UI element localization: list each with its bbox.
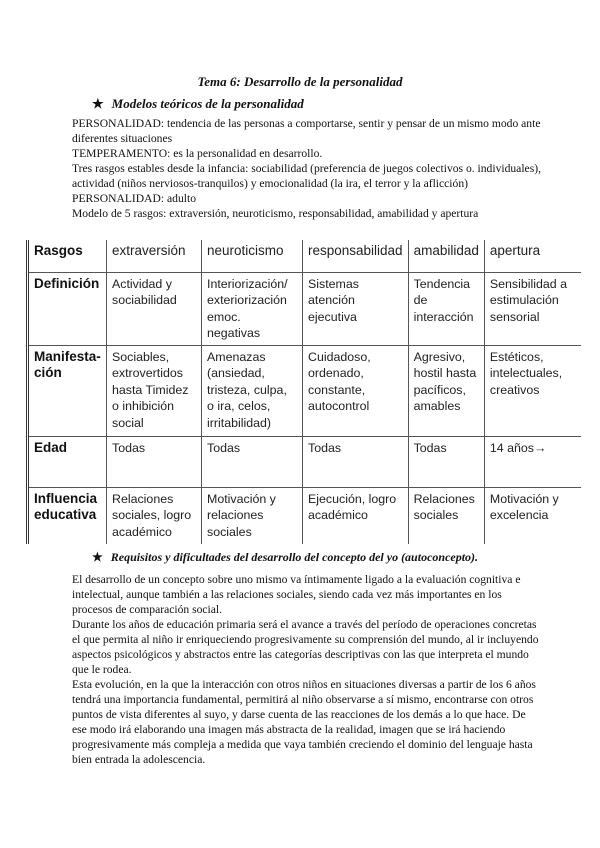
table-cell: Todas	[202, 436, 303, 487]
table-cell: Relaciones sociales	[408, 487, 484, 544]
table-cell: apertura	[484, 240, 581, 272]
table-cell: responsabilidad	[303, 240, 409, 272]
table-cell: Estéticos, intelectuales, creativos	[484, 345, 581, 436]
row-header-cell: Influencia educativa	[28, 487, 107, 544]
table-cell: Todas	[107, 436, 202, 487]
table-header-row	[28, 240, 582, 272]
table-cell: Motivación y relaciones sociales	[202, 487, 303, 544]
table-cell: 14 años→	[484, 436, 581, 487]
table-cell: Sistemas atención ejecutiva	[303, 272, 409, 345]
paragraph: PERSONALIDAD: tendencia de las personas a comportarse, sentir y pensar de un mismo modo ante diferentes situaciones	[72, 117, 541, 145]
table-cell: Ejecución, logro académico	[303, 487, 409, 544]
table-cell: Todas	[408, 436, 484, 487]
table-row	[28, 487, 582, 544]
paragraph: Durante los años de educación primaria será el avance a través del período de operaciones concretas el que permita al niño ir enriqueciendo progresivamente su comprensión del mundo, al ir incluyendo aspectos psicológicos y abstractos entre las categorías descriptivas con las que interpreta el mundo que le rodea.	[72, 618, 539, 676]
table-cell: Agresivo, hostil hasta pacíficos, amables	[408, 345, 484, 436]
section-heading-autoconcept	[92, 550, 478, 565]
table-cell: Sensibilidad a estimulación sensorial	[484, 272, 581, 345]
table-cell: Motivación y excelencia	[484, 487, 581, 544]
table-cell: Tendencia de interacción	[408, 272, 484, 345]
section1-body	[72, 116, 542, 221]
table-row	[28, 272, 582, 345]
traits-table	[26, 240, 581, 544]
table-cell: Todas	[303, 436, 409, 487]
heading-text: Requisitos y dificultades del desarrollo del concepto del yo (autoconcepto).	[110, 550, 479, 564]
star-icon: ★	[92, 96, 104, 111]
table-row	[28, 345, 582, 436]
paragraph: El desarrollo de un concepto sobre uno mismo va íntimamente ligado a la evaluación cognitiva e intelectual, aunque también a las relaciones sociales, siendo cada vez más importantes en los procesos de comparación social.	[72, 573, 521, 616]
table-cell: Amenazas (ansiedad, tristeza, culpa, o ira, celos, irritabilidad)	[202, 345, 303, 436]
heading-text: Modelos teóricos de la personalidad	[111, 96, 304, 111]
row-header-cell: Manifesta-ción	[28, 345, 107, 436]
table-row	[28, 436, 582, 487]
table-cell: Sociables, extrovertidos hasta Timidez o inhibición social	[107, 345, 202, 436]
paragraph: PERSONALIDAD: adulto	[72, 192, 196, 205]
star-icon: ★	[92, 550, 103, 564]
table-cell: Actividad y sociabilidad	[107, 272, 202, 345]
table-cell: Relaciones sociales, logro académico	[107, 487, 202, 544]
table-cell: Interiorización/ exteriorización emoc. negativas	[202, 272, 303, 345]
paragraph: TEMPERAMENTO: es la personalidad en desarrollo.	[72, 147, 323, 160]
paragraph: Esta evolución, en la que la interacción con otros niños en situaciones diversas a partir de los 6 años tendrá una importancia fundamental, permitirá al niño observarse a sí mismo, encontrarse con otros puntos de vista diferentes al suyo, y darse cuenta de las reacciones de los demás a lo que hace. De ese modo irá elaborando una imagen más abstracta de la realidad, imagen que se irá haciendo progresivamente más compleja a medida que vaya también creciendo el dominio del lenguaje hasta bien entrada la adolescencia.	[72, 678, 536, 766]
section2-body	[72, 572, 542, 767]
table-cell: neuroticismo	[202, 240, 303, 272]
paragraph: Modelo de 5 rasgos: extraversión, neuroticismo, responsabilidad, amabilidad y apertura	[72, 207, 479, 220]
row-header-cell: Edad	[28, 436, 107, 487]
table-cell: amabilidad	[408, 240, 484, 272]
table-cell: Cuidadoso, ordenado, constante, autocontrol	[303, 345, 409, 436]
paragraph: Tres rasgos estables desde la infancia: sociabilidad (preferencia de juegos colectivos o. individuales), actividad (niños nerviosos-tranquilos) y emocionalidad (la ira, el terror y la aflicción)	[72, 162, 541, 190]
table-cell: extraversión	[107, 240, 202, 272]
page-title: Tema 6: Desarrollo de la personalidad	[197, 74, 403, 89]
row-header-cell: Rasgos	[28, 240, 107, 272]
section-heading-models	[92, 96, 304, 112]
row-header-cell: Definición	[28, 272, 107, 345]
